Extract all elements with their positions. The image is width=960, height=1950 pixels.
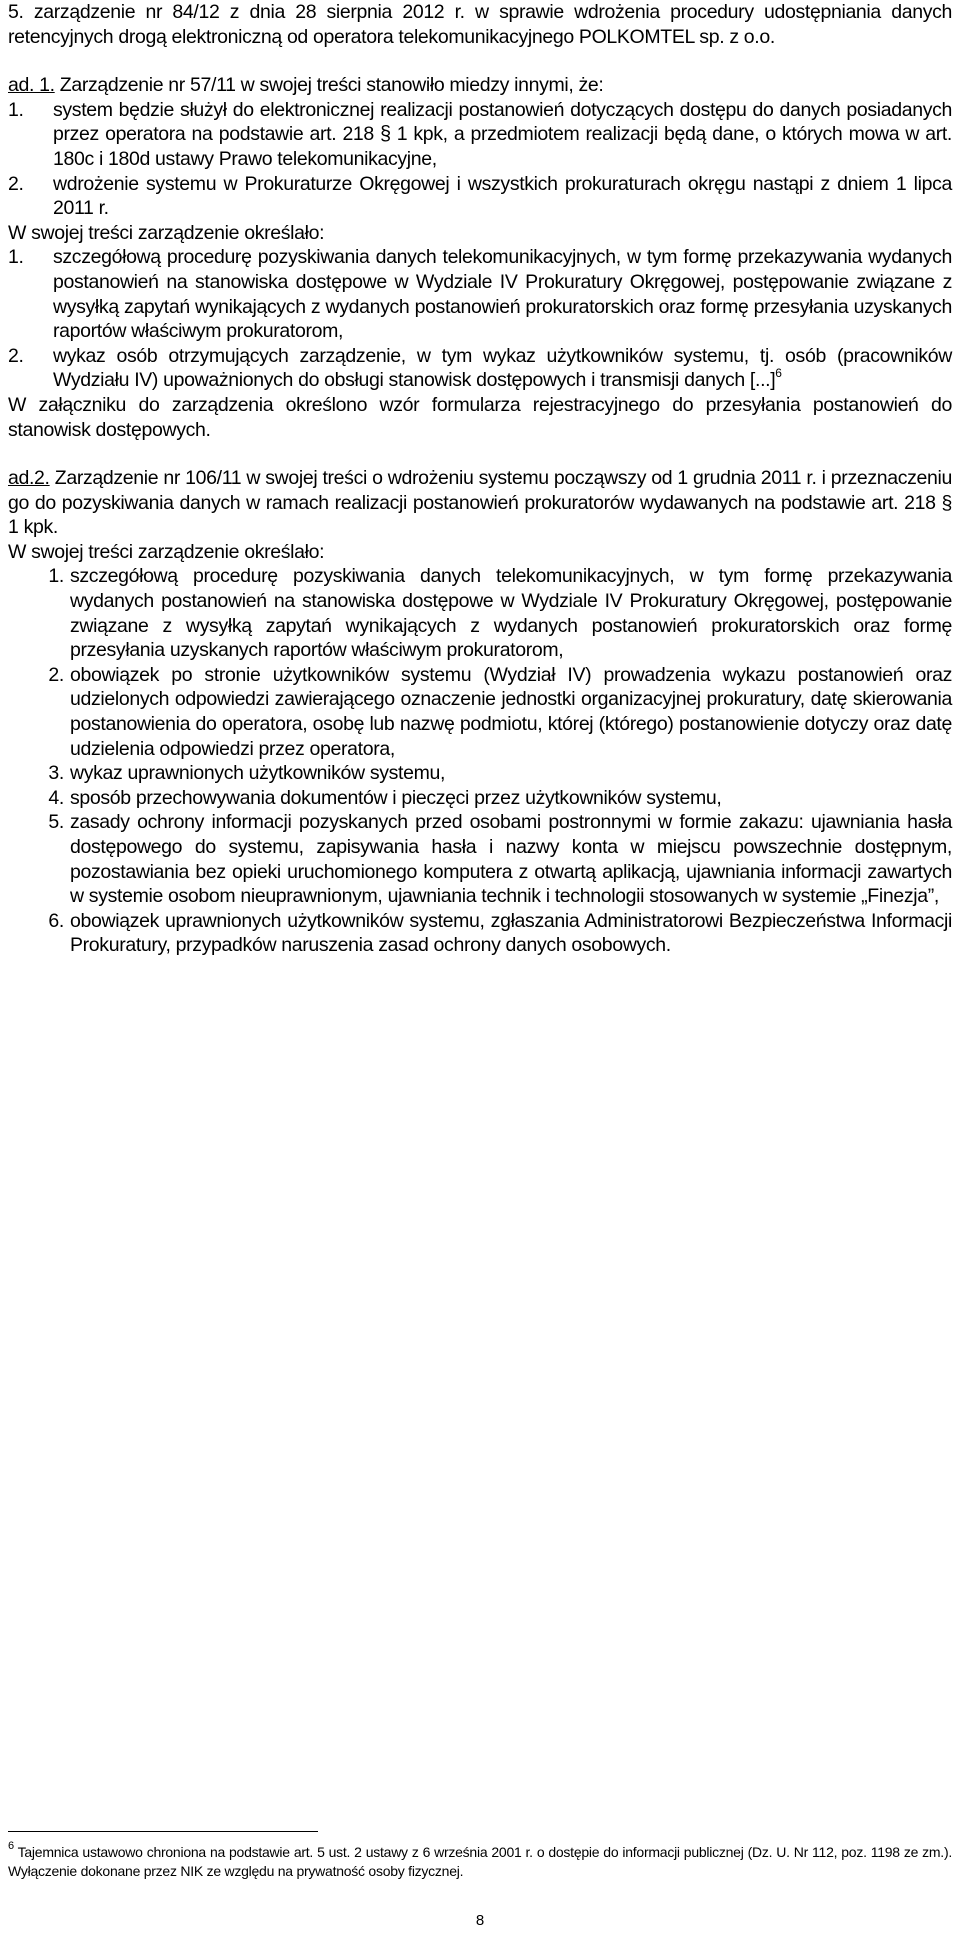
list-number: 2. xyxy=(8,172,24,195)
list-number: 6. xyxy=(48,909,64,932)
list-text: szczegółową procedurę pozyskiwania danych telekomunikacyjnych, w tym formę przekazywania wydanych postanowień na stanowiska dostępowe w Wydziale IV Prokuratury Okręgowej, postępowanie związane z wysyłką zapytań wynikających z wydanych postanowień prokuratorskich oraz formę przesyłania uzyskanych raportów właściwym prokuratorom, xyxy=(53,246,952,343)
intro-text: zarządzenie nr 84/12 z dnia 28 sierpnia 2012 r. w sprawie wdrożenia procedury udostępniania danych retencyjnych drogą elektroniczną od operatora telekomunikacyjnego POLKOMTEL sp. z o.o. xyxy=(8,1,952,48)
list-text: obowiązek uprawnionych użytkowników systemu, zgłaszania Administratorowi Bezpieczeństwa Informacji Prokuratury, przypadków naruszenia zasad ochrony danych osobowych. xyxy=(70,909,952,957)
ad2-list-item xyxy=(8,810,952,908)
ad1-content-lead: W swojej treści zarządzenie określało: xyxy=(8,221,325,244)
ad1-content-item xyxy=(8,245,952,343)
footnote-reference[interactable]: 6 xyxy=(775,365,782,380)
section-sign: § xyxy=(379,123,391,146)
ad1-list-item xyxy=(8,98,952,172)
ad1-list-item xyxy=(8,172,952,221)
list-text: wykaz osób otrzymujących zarządzenie, w tym wykaz użytkowników systemu, tj. osób (pracowników Wydziału IV) upoważnionych do obsługi stanowisk dostępowych i transmisji danych [...]$^6$ xyxy=(53,344,952,392)
ad1-label: ad. 1. xyxy=(8,74,55,97)
ad2-list-item xyxy=(8,909,952,958)
list-text: sposób przechowywania dokumentów i pieczęci przez użytkowników systemu, xyxy=(70,786,722,809)
ad2-list-item xyxy=(8,663,952,761)
ad1-content-item xyxy=(8,344,952,393)
list-number: 4. xyxy=(48,786,64,809)
list-number: 2. xyxy=(8,344,24,367)
ad2-label: ad.2. xyxy=(8,467,50,490)
list-text: wykaz uprawnionych użytkowników systemu, xyxy=(70,762,446,785)
intro-number: 5. xyxy=(8,1,24,23)
ad1-attachment-text: W załączniku do zarządzenia określono wzór formularza rejestracyjnego do przesyłania postanowień do stanowisk dostępowych. xyxy=(8,393,952,441)
ad2-list-item xyxy=(8,564,952,662)
list-text: system będzie służył do elektronicznej realizacji postanowień dotyczących dostępu do danych posiadanych przez operatora na podstawie art. 218 § 1 kpk, a przedmiotem realizacji będą dane, o których mowa w art. 180c i 180d ustawy Prawo telekomunikacyjne, xyxy=(53,98,953,170)
list-number: 2. xyxy=(48,663,64,686)
ad2-list-item xyxy=(8,786,952,811)
ad2-heading xyxy=(8,466,952,540)
ad2-content-lead: W swojej treści zarządzenie określało: xyxy=(8,540,325,563)
list-number: 1. xyxy=(8,246,24,269)
list-number: 5. xyxy=(48,811,64,834)
list-number: 3. xyxy=(48,762,64,785)
ad2-list-item xyxy=(8,761,952,786)
list-text: szczegółową procedurę pozyskiwania danych telekomunikacyjnych, w tym formę przekazywania wydanych postanowień na stanowiska dostępowe w Wydziale IV Prokuratury Okręgowej, postępowanie związane z wysyłką zapytań wynikających z wydanych postanowień prokuratorskich oraz formę przesyłania uzyskanych raportów właściwym prokuratorom, xyxy=(70,565,952,662)
footnote-marker: 6 xyxy=(8,1840,14,1853)
ad1-text: Zarządzenie nr 57/11 w swojej treści stanowiło miedzy innymi, że: xyxy=(59,74,604,97)
footnote-text: Tajemnica ustawowo chroniona na podstawie art. 5 ust. 2 ustawy z 6 września 2001 r. o dostępie do informacji publicznej (Dz. U. Nr 112, poz. 1198 ze zm.). Wyłączenie dokonane przez NIK ze względu na prywatność osoby fizycznej. xyxy=(8,1844,952,1879)
list-text: obowiązek po stronie użytkowników systemu (Wydział IV) prowadzenia wykazu postanowień oraz udzielonych odpowiedzi zawierającego oznaczenie jednostki organizacyjnej prokuratury, datę skierowania postanowienia do operatora, osobę lub nazwę podmiotu, której (którego) postanowienie dotyczy oraz datę udzielenia odpowiedzi przez operatora, xyxy=(70,663,952,760)
intro-paragraph xyxy=(8,0,952,49)
list-text: zasady ochrony informacji pozyskanych przed osobami postronnymi w formie zakazu: ujawniania hasła dostępowego do systemu, zapisywania hasła i nazwy konta w miejscu powszechnie dostępnym, pozostawiania bez opieki uruchomionego komputera z otwartą aplikacją, ujawniania informacji zawartych w systemie osobom nieuprawnionym, ujawniania technik i technologii stosowanych w systemie „Finezja”, xyxy=(70,811,952,908)
list-number: 1. xyxy=(48,565,64,588)
list-text: wdrożenie systemu w Prokuraturze Okręgowej i wszystkich prokuraturach okręgu nastąpi z dniem 1 lipca 2011 r. xyxy=(53,172,952,220)
document-body xyxy=(8,0,952,958)
ad2-text: Zarządzenie nr 106/11 w swojej treści o wdrożeniu systemu począwszy od 1 grudnia 2011 r. i przeznaczeniu go do pozyskiwania danych w ramach realizacji postanowień prokuratorów wydawanych na podstawie art. 218 § 1 kpk. xyxy=(8,467,952,539)
footnote xyxy=(8,1840,952,1881)
page-number: 8 xyxy=(475,1912,485,1929)
list-number: 1. xyxy=(8,98,24,121)
ad1-heading xyxy=(8,73,952,98)
footnote-separator xyxy=(8,1831,318,1832)
